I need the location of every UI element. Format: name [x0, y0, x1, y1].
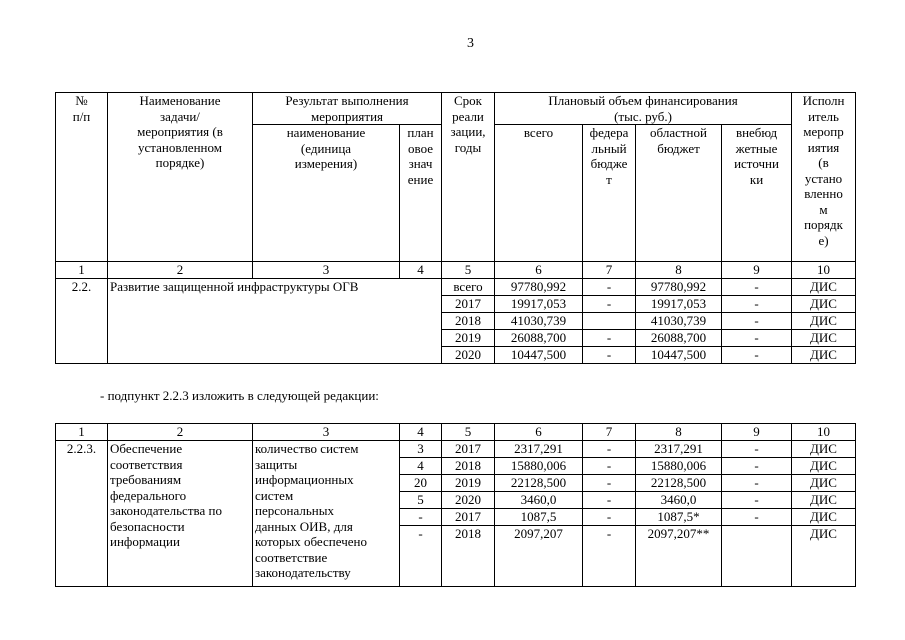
plan-value-cell: 5	[400, 492, 442, 509]
year-cell: 2018	[442, 313, 495, 330]
year-cell: 2017	[442, 509, 495, 526]
year-cell: 2020	[442, 492, 495, 509]
column-number-2: 2	[108, 424, 253, 441]
federal-cell: -	[583, 492, 636, 509]
other-cell: -	[722, 492, 792, 509]
other-cell: -	[722, 441, 792, 458]
total-cell: 15880,006	[495, 458, 583, 475]
year-cell: 2017	[442, 296, 495, 313]
total-cell: 22128,500	[495, 475, 583, 492]
column-number-row	[56, 262, 856, 279]
year-cell: всего	[442, 279, 495, 296]
column-number-2: 2	[108, 262, 253, 279]
item-number: 2.2.	[56, 279, 108, 364]
federal-cell	[583, 313, 636, 330]
executor-cell: ДИС	[792, 475, 856, 492]
column-number-3: 3	[253, 262, 400, 279]
column-number-6: 6	[495, 262, 583, 279]
year-cell: 2017	[442, 441, 495, 458]
column-number-10: 10	[792, 424, 856, 441]
financing-table-2-2-3	[55, 423, 856, 587]
federal-cell: -	[583, 296, 636, 313]
regional-cell: 97780,992	[636, 279, 722, 296]
header-finance-group: Плановый объем финансирования (тыс. руб.)	[495, 93, 792, 125]
total-cell: 1087,5	[495, 509, 583, 526]
total-cell: 26088,700	[495, 330, 583, 347]
item-name: Развитие защищенной инфраструктуры ОГВ	[108, 279, 442, 364]
year-cell: 2019	[442, 330, 495, 347]
total-cell: 3460,0	[495, 492, 583, 509]
plan-value-cell: 4	[400, 458, 442, 475]
column-number-9: 9	[722, 424, 792, 441]
header-fin-total: всего	[495, 125, 583, 262]
executor-cell: ДИС	[792, 441, 856, 458]
federal-cell: -	[583, 458, 636, 475]
federal-cell: -	[583, 509, 636, 526]
year-cell: 2020	[442, 347, 495, 364]
header-executor: Исполн итель меропр иятия (в устано вленно м порядк е)	[792, 93, 856, 262]
year-cell: 2018	[442, 526, 495, 587]
executor-cell: ДИС	[792, 458, 856, 475]
result-name: количество систем защиты информационных систем персональных данных ОИВ, для которых обеспечено соответствие законодательству	[253, 441, 400, 587]
other-cell: -	[722, 509, 792, 526]
total-cell: 2097,207	[495, 526, 583, 587]
other-cell: -	[722, 313, 792, 330]
federal-cell: -	[583, 279, 636, 296]
column-number-3: 3	[253, 424, 400, 441]
total-cell: 97780,992	[495, 279, 583, 296]
other-cell: -	[722, 296, 792, 313]
executor-cell: ДИС	[792, 347, 856, 364]
amendment-note: - подпункт 2.2.3 изложить в следующей редакции:	[100, 388, 379, 403]
regional-cell: 10447,500	[636, 347, 722, 364]
column-number-5: 5	[442, 424, 495, 441]
plan-value-cell: -	[400, 526, 442, 587]
executor-cell: ДИС	[792, 296, 856, 313]
column-number-9: 9	[722, 262, 792, 279]
item-name: Обеспечение соответствия требованиям федерального законодательства по безопасности информации	[108, 441, 253, 587]
page-number: 3	[467, 36, 474, 51]
year-cell: 2018	[442, 458, 495, 475]
other-cell	[722, 526, 792, 587]
column-number-4: 4	[400, 262, 442, 279]
regional-cell: 41030,739	[636, 313, 722, 330]
table-row	[56, 279, 856, 296]
column-number-8: 8	[636, 424, 722, 441]
federal-cell: -	[583, 475, 636, 492]
table-row	[56, 441, 856, 458]
column-number-1: 1	[56, 262, 108, 279]
executor-cell: ДИС	[792, 279, 856, 296]
plan-value-cell: 3	[400, 441, 442, 458]
column-number-row	[56, 424, 856, 441]
regional-cell: 22128,500	[636, 475, 722, 492]
column-number-5: 5	[442, 262, 495, 279]
header-fin-regional: областной бюджет	[636, 125, 722, 262]
federal-cell: -	[583, 441, 636, 458]
column-number-7: 7	[583, 424, 636, 441]
executor-cell: ДИС	[792, 509, 856, 526]
column-number-4: 4	[400, 424, 442, 441]
column-number-6: 6	[495, 424, 583, 441]
other-cell: -	[722, 279, 792, 296]
regional-cell: 2097,207**	[636, 526, 722, 587]
header-result-plan: план овое знач ение	[400, 125, 442, 262]
header-term: Срок реали зации, годы	[442, 93, 495, 262]
executor-cell: ДИС	[792, 330, 856, 347]
regional-cell: 2317,291	[636, 441, 722, 458]
plan-value-cell: 20	[400, 475, 442, 492]
financing-table-2-2	[55, 92, 856, 364]
regional-cell: 19917,053	[636, 296, 722, 313]
plan-value-cell: -	[400, 509, 442, 526]
executor-cell: ДИС	[792, 313, 856, 330]
column-number-8: 8	[636, 262, 722, 279]
federal-cell: -	[583, 347, 636, 364]
executor-cell: ДИС	[792, 526, 856, 587]
other-cell: -	[722, 475, 792, 492]
regional-cell: 15880,006	[636, 458, 722, 475]
federal-cell: -	[583, 526, 636, 587]
regional-cell: 1087,5*	[636, 509, 722, 526]
total-cell: 2317,291	[495, 441, 583, 458]
year-cell: 2019	[442, 475, 495, 492]
total-cell: 41030,739	[495, 313, 583, 330]
column-number-10: 10	[792, 262, 856, 279]
header-result-group: Результат выполнения мероприятия	[253, 93, 442, 125]
executor-cell: ДИС	[792, 492, 856, 509]
header-num: № п/п	[56, 93, 108, 262]
other-cell: -	[722, 458, 792, 475]
header-name: Наименование задачи/ мероприятия (в установленном порядке)	[108, 93, 253, 262]
other-cell: -	[722, 347, 792, 364]
column-number-1: 1	[56, 424, 108, 441]
regional-cell: 26088,700	[636, 330, 722, 347]
federal-cell: -	[583, 330, 636, 347]
header-fin-federal: федера льный бюдже т	[583, 125, 636, 262]
other-cell: -	[722, 330, 792, 347]
header-fin-other: внебюд жетные источни ки	[722, 125, 792, 262]
header-result-name: наименование (единица измерения)	[253, 125, 400, 262]
regional-cell: 3460,0	[636, 492, 722, 509]
total-cell: 19917,053	[495, 296, 583, 313]
column-number-7: 7	[583, 262, 636, 279]
total-cell: 10447,500	[495, 347, 583, 364]
item-number: 2.2.3.	[56, 441, 108, 587]
